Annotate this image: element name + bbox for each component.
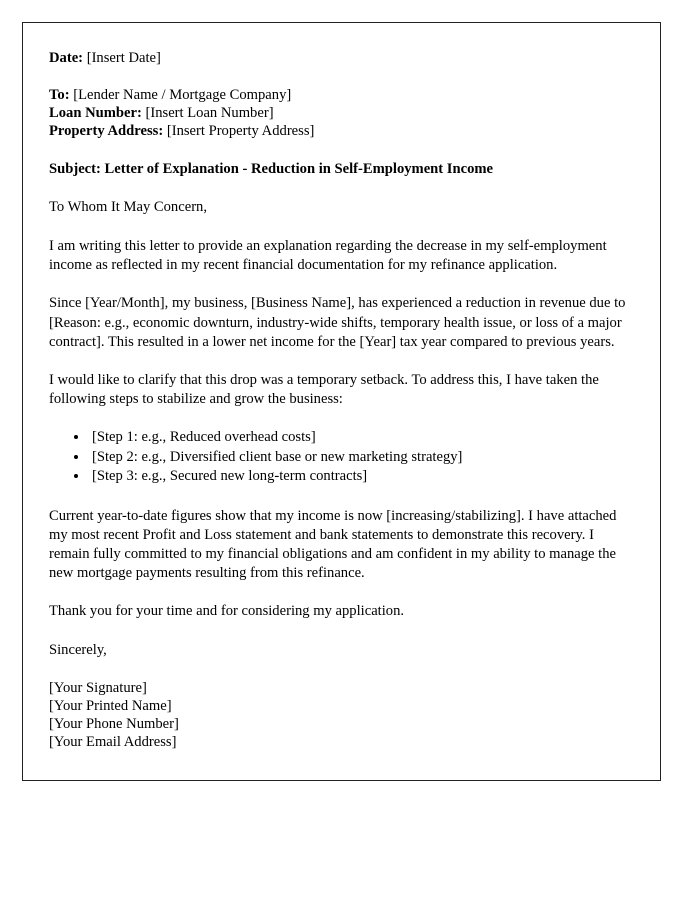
property-address-line (49, 122, 630, 140)
to-label: To: (49, 87, 70, 103)
subject-line: Subject: Letter of Explanation - Reduction in Self-Employment Income (49, 161, 494, 177)
date-label: Date: (49, 50, 84, 66)
steps-list (49, 428, 630, 486)
body-paragraph-3: I would like to clarify that this drop was a temporary setback. To address this, I have taken the following steps to stabilize and grow the business: (49, 372, 599, 408)
salutation: To Whom It May Concern, (49, 199, 207, 215)
date-line (49, 49, 630, 67)
loan-number-label: Loan Number: (49, 105, 142, 121)
closing-line: Sincerely, (49, 641, 107, 658)
signature-line: [Your Signature] (49, 679, 147, 696)
property-address-value: [Insert Property Address] (166, 123, 315, 139)
phone-number-line: [Your Phone Number] (49, 716, 179, 733)
list-item: • [Step 2: e.g., Diversified client base or new marketing strategy] (89, 448, 630, 467)
printed-name-line: [Your Printed Name] (49, 697, 172, 714)
body-paragraph-5: Thank you for your time and for considering my application. (49, 603, 405, 620)
property-address-label: Property Address: (49, 123, 164, 139)
recipient-block (49, 86, 630, 140)
loan-number-value: [Insert Loan Number] (145, 105, 274, 121)
to-line (49, 86, 630, 104)
body-paragraph-4: Current year-to-date figures show that my income is now [increasing/stabilizing]. I have attached my most recent Profit and Loss statement and bank statements to demonstrate this recovery. I remain fully committed to my financial obligations and am confident in my ability to manage the new mortgage payments resulting from this refinance. (49, 507, 617, 582)
loan-number-line (49, 104, 630, 122)
email-address-line: [Your Email Address] (49, 734, 177, 751)
to-value: [Lender Name / Mortgage Company] (73, 87, 292, 103)
body-paragraph-1: I am writing this letter to provide an explanation regarding the decrease in my self-employment income as reflected in my recent financial documentation for my refinance application. (49, 238, 607, 274)
list-item: • [Step 1: e.g., Reduced overhead costs] (89, 428, 630, 447)
date-value: [Insert Date] (86, 50, 161, 66)
letter-content (23, 23, 660, 751)
letter-page (22, 22, 661, 781)
date-block (49, 49, 630, 67)
body-paragraph-2: Since [Year/Month], my business, [Business Name], has experienced a reduction in revenue due to [Reason: e.g., economic downturn, industry-wide shifts, temporary health issue, or loss of a major contract]. This resulted in a lower net income for the [Year] tax year compared to previous years. (49, 295, 626, 350)
list-item: • [Step 3: e.g., Secured new long-term contracts] (89, 467, 630, 486)
signature-block (49, 679, 630, 752)
